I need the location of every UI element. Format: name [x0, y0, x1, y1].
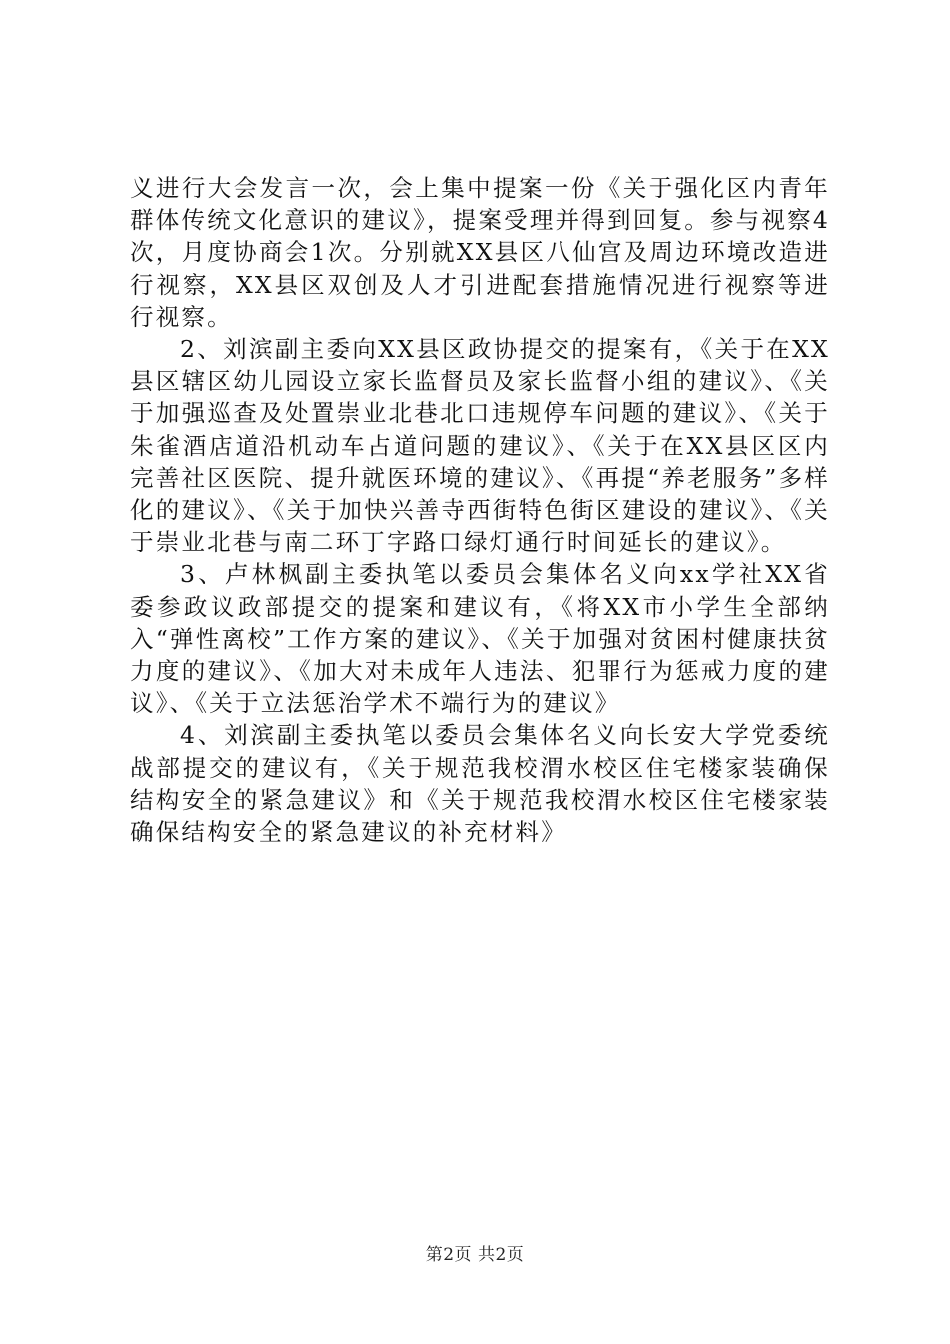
paragraph-item-2: 2、刘滨副主委向XX县区政协提交的提案有，《关于在XX县区辖区幼儿园设立家长监督员及家长监督小组的建议》、《关于加强巡查及处置崇业北巷北口违规停车问题的建议》、《关于朱雀酒店道沿机动车占道问题的建议》、《关于在XX县区区内完善社区医院、提升就医环境的建议》、《再提“养老服务”多样化的建议》、《关于加快兴善寺西街特色街区建设的建议》、《关于崇业北巷与南二环丁字路口绿灯通行时间延长的建议》。	[130, 335, 830, 557]
document-body	[130, 172, 830, 848]
paragraph-item-3: 3、卢林枫副主委执笔以委员会集体名义向xx学社XX省委参政议政部提交的提案和建议有，《将XX市小学生全部纳入“弹性离校”工作方案的建议》、《关于加强对贫困村健康扶贫力度的建议》、《加大对未成年人违法、犯罪行为惩戒力度的建议》、《关于立法惩治学术不端行为的建议》	[130, 560, 830, 718]
paragraph-item-4: 4、刘滨副主委执笔以委员会集体名义向长安大学党委统战部提交的建议有，《关于规范我校渭水校区住宅楼家装确保结构安全的紧急建议》和《关于规范我校渭水校区住宅楼家装确保结构安全的紧急建议的补充材料》	[130, 721, 830, 847]
page-footer	[0, 1243, 950, 1267]
page-number-label: 第2页 共2页	[425, 1245, 525, 1265]
paragraph-continuation: 义进行大会发言一次，会上集中提案一份《关于强化区内青年群体传统文化意识的建议》，提案受理并得到回复。参与视察4次，月度协商会1次。分别就XX县区八仙宫及周边环境改造进行视察，XX县区双创及人才引进配套措施情况进行视察等进行视察。	[130, 174, 830, 331]
